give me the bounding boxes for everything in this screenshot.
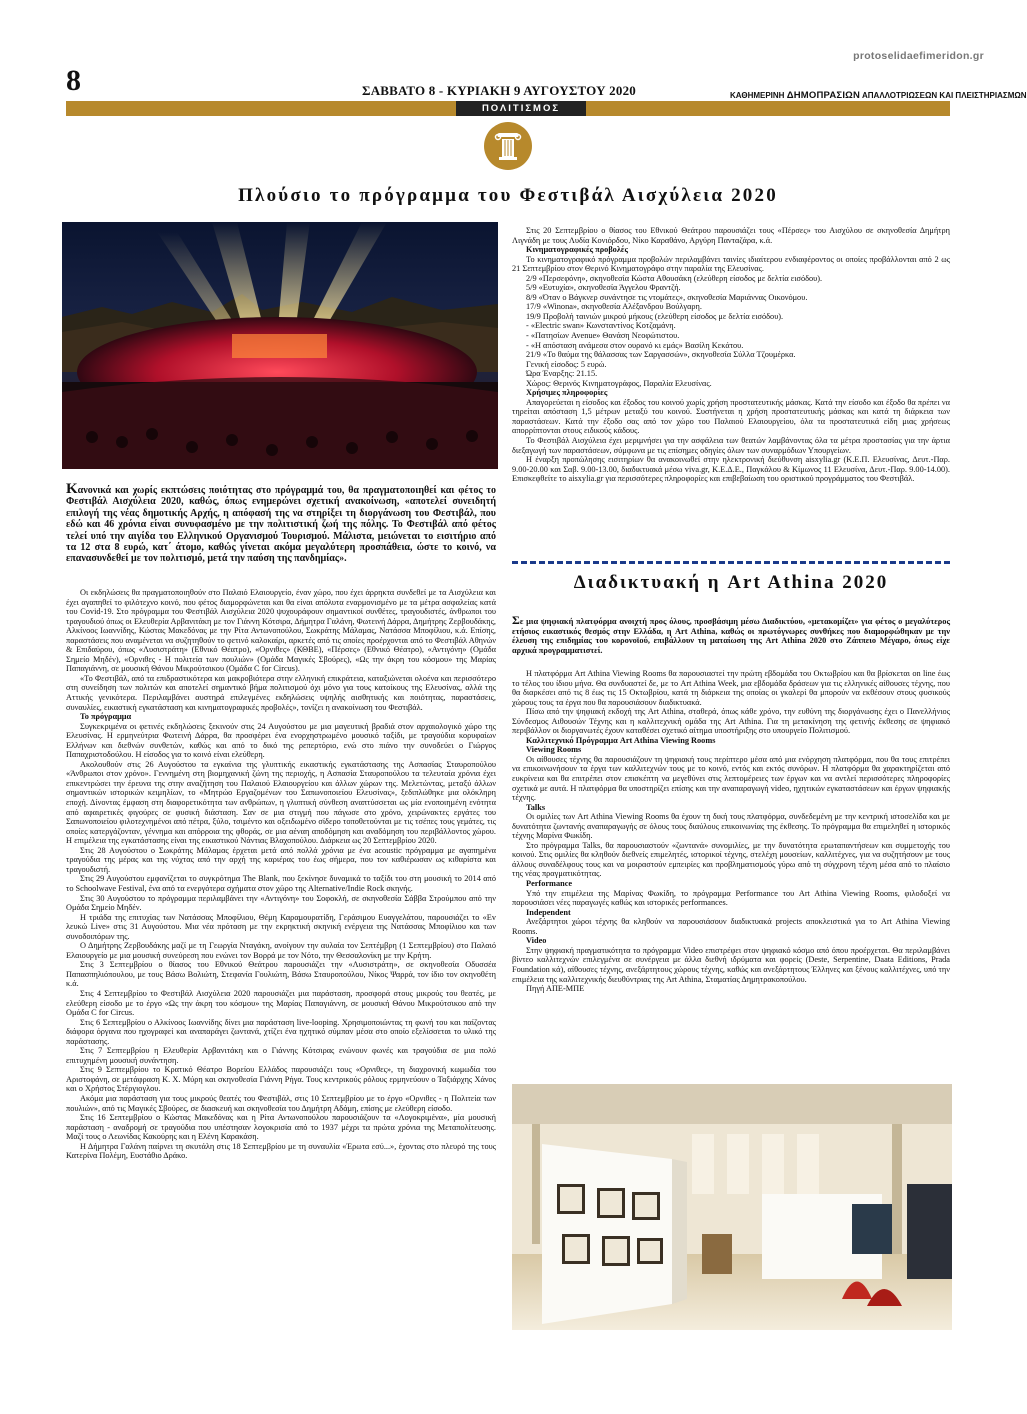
paragraph: Στο πρόγραμμα Talks, θα παρουσιαστούν «ζωντανά» συνομιλίες, με την δυνατότητα ερωταπαντήσεων και συμμετοχής του κοινού. Στις ομιλίες θα κληθούν διεθνείς επιμελητές, ιστορικοί τέχνης, στελέχη μουσείων, καλλιτέχνες, για να συζητήσουν με τους άλλους συναδέλφους τους και να μοιραστούν εμπειρίες και προβληματισμούς γύρω από τη σύγχρονη τέχνη μέσα από το πλαίσιο της νέας πραγματικότητας.: [512, 840, 950, 879]
paragraph: - «Πατησίων Avenue» Θανάση Νεοφώτιστου.: [526, 331, 680, 341]
page-number: 8: [66, 64, 81, 97]
section-label: ΠΟΛΙΤΙΣΜΟΣ: [456, 101, 586, 116]
subhead: Independent: [526, 907, 571, 917]
subhead: Χρήσιμες πληροφορίες: [526, 388, 608, 398]
column-art-athina: [512, 669, 950, 1079]
subhead: Κινηματογραφικές προβολές: [526, 245, 628, 255]
paragraph: Στις 9 Σεπτεμβρίου το Κρατικό Θέατρο Βορείου Ελλάδος παρουσιάζει τους «Ορνιθες», τη διαχρονική κωμωδία του Αριστοφάνη, σε μετάφραση Κ. Χ. Μύρη και σκηνοθεσία Γιάννη Ρήγα. Τους κεντρικούς ρόλους ερμηνεύουν ο Ταξιάρχης Χάνος και ο Χρήστος Στέργιογλου.: [66, 1065, 496, 1094]
paragraph: Ανεξάρτητοι χώροι τέχνης θα κληθούν να παρουσιάσουν διαδικτυακά projects αποκλειστικά για το Art Athina Viewing Rooms.: [512, 917, 950, 936]
lead-text: ανονικά και χωρίς εκπτώσεις ποιότητας στο πρόγραμμά του, θα πραγματοποιηθεί και φέτος το Φεστιβάλ Αισχύλεια 2020, καθώς, όπως ενημερώνει σχετική ανακοίνωση, «αποτελεί συνειδητή επιλογή της νέας δημοτικής Αρχής, η απόφασή της να στηρίξει τη διοργάνωση του Φεστιβάλ, που εδώ και 46 χρόνια είναι συνυφασμένο με την πολιτιστική ζωή της πόλης. Το Φεστιβάλ από φέτος τελεί υπό την αιγίδα του Ελληνικού Οργανισμού Τουρισμού. Μάλιστα, μειώνεται το εισιτήριο από τα 12 στα 8 ευρώ, κατ΄ άτομο, καθώς γίνεται ακόμα μεγαλύτερη προσπάθεια, ώστε το κοινό, να επανασυνδεθεί με τον πολιτισμό, μετά την παύση της πανδημίας».: [66, 485, 496, 565]
paragraph: 2/9 «Περσεφόνη», σκηνοθεσία Κώστα Αθουσάκη (ελεύθερη είσοδος με δελτία εισόδου).: [526, 273, 823, 283]
paragraph: Οι εκδηλώσεις θα πραγματοποιηθούν στο Παλαιό Ελαιουργείο, έναν χώρο, που έχει άρρηκτα συνδεθεί με τα Αισχύλεια και έχει αγαπηθεί το φιλότεχνο κοινό, που φέτος διαμορφώνεται και θα είναι απόλυτα εναρμονισμένο με τα μέτρα ασφαλείας κατά του Covid-19. Στο πρόγραμμα του Φεστιβάλ Αισχύλεια 2020 ψυχουράφουν σημαντικοί συνθέτες, τραγουδιστές, άνθρωποι του τραγουδιού όπως οι Ελευθερία Αρβανιτάκη με τον Γιάννη Κότσιρα, Δήμητρα Γαλάνη, Φωτεινή Δάρρα, Δημήτρης Ζερβουδάκης, Αλκίνοος Ιωαννίδης, Κώστας Μακεδόνας με την Ρίτα Αντωνοπούλου, Σωκράτης Μάλαμας, Νατάσσα Μποφίλιου, κ.ά. Επίσης, παραστάσεις που αναμένεται να συζητηθούν το φετινό καλοκαίρι, αρκετές από τις οποίες προέρχονται από το Φεστιβάλ Αθηνών & Επιδαύρου, όπως «Λυσιστράτη» (Εθνικό Θέατρο), «Ορνιθες» (ΚΘΒΕ), «Πέρσες» (Εθνικό Θέατρο), «Αντιγόνη» (Ομάδα Σημείο Μηδέν), «Ορνιθες - Η πολιτεία των πουλιών» (Ομάδα Μαγικές Σβούρες), «Ως την άκρη του κόσμου» της Μαρίας Παπαγιάννη, σε μουσική Θάνου Μικρούτσικου (Ομάδα C for Circus).: [66, 588, 496, 674]
lead-art-athina: [512, 613, 950, 655]
paragraph: Η τριάδα της επιτυχίας των Νατάσσας Μποφίλιου, Θέμη Καραμουρατίδη, Γεράσιμου Ευαγγελάτου, παρουσιάζει το «Ev λευκώ Live» στις 31 Αυγούστου. Μια νέα πρόταση με την εκρηκτική σκηνική ενέργεια της Νατάσσας Μποφίλιου και των συνοδοιπόρων της.: [66, 912, 496, 941]
masthead-name: ΔΗΜΟΠΡΑΣΙΩΝ: [786, 90, 861, 101]
paragraph: Στις 16 Σεπτεμβρίου ο Κώστας Μακεδόνας και η Ρίτα Αντωνοπούλου παρουσιάζουν τα «Λογοκριμένα», μία μουσική παράσταση - αναδρομή σε τραγούδια που υπέστησαν λογοκρισία από το 1937 μέχρι τα πρώτα χρόνια της Μεταπολίτευσης. Μαζί τους ο Λεωνίδας Κακούρης και η Ελένη Καρακάση.: [66, 1113, 496, 1142]
subhead: Viewing Rooms: [526, 745, 582, 755]
subhead: Το πρόγραμμα: [80, 712, 132, 722]
column-aischyleia-right: [512, 226, 950, 556]
masthead-small: ΚΑΘΗΜΕΡΙΝΗ: [730, 91, 785, 100]
lead-aischyleia: [66, 481, 496, 565]
paragraph: 21/9 «Το θαύμα της θάλασσας των Σαργασσών», σκηνοθεσία Σύλλα Τζουμέρκα.: [526, 350, 796, 360]
subhead: Performance: [526, 879, 573, 889]
subhead: Talks: [526, 802, 546, 812]
paragraph: Πηγή ΑΠΕ-ΜΠΕ: [526, 984, 585, 994]
paragraph: Συγκεκριμένα οι φετινές εκδηλώσεις ξεκινούν στις 24 Αυγούστου με μια μαγευτική βραδιά στον αρχαιολογικό χώρο της Ελευσίνας. Η ερμηνεύτρια Φωτεινή Δάρρα, θα προσφέρει ένα ενορχηστρωμένο μουσικό ταξίδι, με τραγούδια κορυφαίων Ελλήνων και διεθνών συνθετών, καθώς και από το δικό της ρεπερτόριο, ενώ στο πιάνο την συνοδεύει ο Γιώργος Παπαχριστοδούλου. Η είσοδος για το κοινό είναι ελεύθερη.: [66, 721, 496, 760]
article-divider: [512, 561, 950, 564]
paragraph: Το Φεστιβάλ Αισχύλεια έχει μεριμνήσει για την ασφάλεια των θεατών λαμβάνοντας όλα τα μέτρα προστασίας για την άρτια διεξαγωγή των παραστάσεων, σύμφωνα με τις επίσημες οδηγίες όλων των συναρμόδιων Υπουργείων.: [512, 436, 950, 455]
paragraph: Στις 28 Αυγούστου ο Σωκράτης Μάλαμας έρχεται μετά από πολλά χρόνια με ένα acoustic πρόγραμμα με αγαπημένα τραγούδια της μέρας και της νύχτας από την αρχή της καριέρας του έως σήμερα, που τον καθιέρωσαν ως κιθαρίστα και τραγουδιστή.: [66, 845, 496, 874]
paragraph: Στις 30 Αυγούστου το πρόγραμμα περιλαμβάνει την «Αντιγόνη» του Σοφοκλή, σε σκηνοθεσία Σάββα Στρούμπου από την Ομάδα Σημείο Μηδέν.: [66, 893, 496, 913]
paragraph: 19/9 Προβολή ταινιών μικρού μήκους (ελεύθερη είσοδος με δελτία εισόδου).: [526, 311, 784, 321]
paragraph: Το κινηματογραφικό πρόγραμμα προβολών περιλαμβάνει ταινίες ιδιαίτερου ενδιαφέροντος οι οποίες προβάλλονται από 2 ως 21 Σεπτεμβρίου στον Θερινό Κινηματογράφο στην παραλία της Ελευσίνας.: [512, 254, 950, 274]
paragraph: Η έναρξη προπώλησης εισιτηρίων θα ανακοινωθεί στην ηλεκτρονική διεύθυνση aisxylia.gr (Κ.Ε.Π. Ελευσίνας, Δευτ.-Παρ. 9.00-20.00 και Σαβ. 9.00-13.00, διαδικτυακά μέσω viva.gr, Κ.Ε.Δ.Ε., Παγκάλου & Κίμωνος 11 Ελευσίνα, Δευτ.-Παρ. 9.00-14.00). Επισκεφθείτε το aisxylia.gr για περισσότερες πληροφορίες και επιβεβαίωση του οριστικού προγράμματος του Φεστιβάλ.: [512, 455, 950, 484]
lead-drop-cap: Κ: [66, 481, 78, 497]
paragraph: Γενική είσοδος: 5 ευρώ.: [526, 359, 607, 369]
paragraph: Οι ομιλίες των Art Athina Viewing Rooms θα έχουν τη δική τους πλατφόρμα, συνδεδεμένη με την κεντρική ιστοσελίδα και με δυνατότητα ζωντανής αναπαραγωγής σε όλους τους διαύλους επικοινωνίας της έκθεσης. Το πρόγραμμα θα επιμεληθεί η ιστορικός τέχνης Μαρίνα Φωκίδη.: [512, 812, 950, 841]
paragraph: Υπό την επιμέλεια της Μαρίνας Φωκίδη, το πρόγραμμα Performance του Art Athina Viewing Rooms, φιλοδοξεί να παρουσιάσει νέες παραγωγές καθώς και ιστορικές performances.: [512, 888, 950, 908]
subhead: Video: [526, 936, 547, 946]
paragraph: Στις 3 Σεπτεμβρίου ο θίασος του Εθνικού Θεάτρου παρουσιάζει την «Λυσιστράτη», σε σκηνοθεσία Οδυσσέα Παπασπηλιόπουλου, με τους Βάσω Βολιώτη, Στεφανία Γουλιώτη, Βάσω Σταυροπούλου, Νίκος Ψαρρά, τον ίδιο τον σκηνοθέτη κ.ά.: [66, 960, 496, 989]
dateline: ΣΑΒΒΑΤΟ 8 - ΚΥΡΙΑΚΗ 9 ΑΥΓΟΥΣΤΟΥ 2020: [362, 83, 636, 98]
paragraph: 17/9 «Winona», σκηνοθεσία Αλέξανδρου Βούλγαρη.: [526, 302, 702, 312]
paragraph: Χώρος: Θερινός Κινηματογράφος, Παραλία Ελευσίνας.: [526, 378, 712, 388]
photo-festival-concert: [62, 222, 498, 469]
paragraph: Ακόμα μια παράσταση για τους μικρούς θεατές του Φεστιβάλ, στις 10 Σεπτεμβρίου με το έργο «Ορνιθες - η Πολιτεία των πουλιών», από τις Μαγικές Σβούρες, σε διασκευή και σκηνοθεσία του Δημήτρη Αδάμη, επίσης με ελεύθερη είσοδο.: [66, 1093, 496, 1113]
paragraph: Η Δήμητρα Γαλάνη παίρνει τη σκυτάλη στις 18 Σεπτεμβρίου με τη συναυλία «Έρωτα εσύ...», έχοντας στο πλευρό της τους Κατερίνα Πολέμη, Ευστάθιο Δράκο.: [66, 1141, 496, 1161]
headline-aischyleia: Πλούσιο το πρόγραμμα του Φεστιβάλ Αισχύλεια 2020: [238, 185, 778, 206]
paragraph: Ακολουθούν στις 26 Αυγούστου τα εγκαίνια της γλυπτικής εικαστικής εγκατάστασης της Ασπασίας Σταυροπούλου «Άνθρωποι στον χρόνο». Γεννημένη στη βιομηχανική ζώνη της περιοχής, η Ασπασία Σταυροπούλου τα τελευταία χρόνια έχει επικεντρώσει την έρευνα της στην αναζήτηση του Παλαιού Ελαιουργείου και άλλων χώρων της. Μελετώντας, μεταξύ άλλων σημαντικών ιστορικών κειμηλίων, το «Μητρώο Εργαζομένων του Σαπωνοποιείου Ελευσίνας», ξεδιπλώθηκε μια ολόκληρη εποχή. Δίνοντας έμφαση στη διαφορετικότητα των ανθρώπων, η γλυπτική σύνθεση αναπτύσσεται ως μία ενοποιημένη ενότητα από αφαιρετικές φιγούρες σε φυσική διάσταση. Σαν σε μια στιγμή που πάγωσε στο χρόνο, χειρώνακτες εργάτες του Σαπωνοποιείου φιλοτεχνημένοι από πέτρα, ξύλο, τσιμέντο και οξειδωμένο σίδερο τοποθετούνται με τις τσέπες τους γεμάτες, τις οποίες κατεργάζονταν, γέννημα και απόρροια της φθοράς, σε μια αέναη αποδόμηση και αναδόμηση του περιβάλλοντος χώρου. Η επιμέλεια της εγκατάστασης είναι της εικαστικού Νάντιας Βλαχοπούλου. Διάρκεια ως 20 Σεπτεμβρίου 2020.: [66, 759, 496, 846]
lead2-text: ε μια ψηφιακή πλατφόρμα ανοιχτή προς όλους, προσβάσιμη μέσω Διαδικτύου, «μετακομίζει» για φέτος ο μεγαλύτερος ετήσιος εικαστικός θεσμός στην Ελλάδα, η Art Athina, καθώς οι πρωτόγνωρες συνθήκες που διαμορφώθηκαν με την έλευση της επιδημίας του κορονοϊού, επιβάλλουν τη ματαίωση της Art Athina 2020 στο Ζάππειο Μέγαρο, όπως είχε αρχικά προγραμματιστεί.: [512, 617, 950, 655]
paragraph: «Το Φεστιβάλ, από τα επιδραστικότερα και μακροβιότερα στην ελληνική επικράτεια, καταξιώνεται ολοένα και περισσότερο στη συνείδηση των πολιτών και αποτελεί σημαντικό βήμα πολιτισμού όχι μόνο για τους κατοίκους της Ελευσίνας, αλλά της Αττικής γενικότερα. Περιλαμβάνει αυστηρά επιλεγμένες εκδηλώσεις υψηλής αισθητικής και ποιότητας, παραστάσεις, συναυλίες, εικαστική εγκατάσταση και κινηματογραφικές προβολές», τονίζει η ανακοίνωση του Φεστιβάλ.: [66, 673, 496, 712]
paragraph: Στις 4 Σεπτεμβρίου το Φεστιβάλ Αισχύλεια 2020 παρουσιάζει μια παράσταση, προσφορά στους μικρούς του θεατές, με ελεύθερη είσοδο με το έργο «Ως την άκρη του κόσμου» της Μαρίας Παπαγιάννη, σε μουσική Θάνου Μικρούτσικου από την Ομάδα C for Circus.: [66, 988, 496, 1018]
paragraph: Στις 6 Σεπτεμβρίου ο Αλκίνοος Ιωαννίδης δίνει μια παράσταση live-looping. Χρησιμοποιώντας τη φωνή του και παίζοντας διάφορα όργανα που ηχογραφεί και αναπαράγει ζωντανά, χτίζει ένα ηχητικό σύμπαν μέσα στο οποίο εξελίσσεται το υλικό της παράστασης.: [66, 1017, 496, 1046]
paragraph: Στις 29 Αυγούστου εμφανίζεται το συγκρότημα The Blank, που ξεκίνησε δυναμικά το ταξίδι του στη μουσική το 2014 από το Schoolwave Festival, ένα από τα ενεργότερα σχήματα στον χώρο της Alternative/Indie Rock σκηνής.: [66, 874, 496, 893]
watermark: protoselidaefimeridon.gr: [853, 50, 984, 62]
paragraph: Ώρα Έναρξης: 21.15.: [526, 369, 598, 379]
photo-art-gallery: [512, 1084, 952, 1330]
subhead: Καλλιτεχνικό Πρόγραμμα Art Athina Viewing Rooms: [526, 735, 716, 745]
paragraph: Στις 20 Σεπτεμβρίου ο θίασος του Εθνικού Θεάτρου παρουσιάζει τους «Πέρσες» του Αισχύλου σε σκηνοθεσία Δημήτρη Λιγνάδη με τους Λυδία Κονιόρδου, Νίκο Καραθάνο, Αργύρη Πανταζάρα, κ.ά.: [512, 226, 950, 245]
paragraph: Ο Δημήτρης Ζερβουδάκης μαζί με τη Γεωργία Νταγάκη, ανοίγουν την αυλαία τον Σεπτέμβρη (1 Σεπτεμβρίου) στο Παλαιό Ελαιουργείο με μια μουσική συνεύρεση που ενώνει τον Βορρά με τον Νότο, την Θεσσαλονίκη με την Κρήτη.: [66, 941, 496, 960]
paragraph: - «Η απόσταση ανάμεσα στον ουρανό κι εμάς» Βασίλη Κεκάτου.: [526, 340, 744, 350]
column-logo-icon: [484, 122, 532, 170]
lead2-drop-cap: Σ: [512, 613, 520, 627]
paragraph: Πίσω από την ψηφιακή εκδοχή της Art Athina, σταθερά, όπως κάθε χρόνο, την ευθύνη της διοργάνωσης έχει ο Πανελλήνιος Σύνδεσμος Αιθουσών Τέχνης και η καλλιτεχνική ομάδα της Art Athina. Για τη μετακίνηση της φετινής έκθεσης σε ψηφιακό περιβάλλον οι διοργανωτές έχουν καταθέσει σχετικό αίτημα υποστήριξης στο υπουργείο Πολιτισμού.: [512, 707, 950, 736]
column-aischyleia-left: [66, 588, 496, 1320]
paragraph: 8/9 «Όταν ο Βάγκνερ συνάντησε τις ντομάτες», σκηνοθεσία Μαριάννας Οικονόμου.: [526, 292, 808, 302]
paragraph: Στις 7 Σεπτεμβρίου η Ελευθερία Αρβανιτάκη και ο Γιάννης Κότσιρας ενώνουν φωνές και τραγούδια σε μια πολύ επιτυχημένη μουσική συνάντηση.: [66, 1046, 496, 1065]
section-rule: [66, 101, 950, 116]
paragraph: Η πλατφόρμα Art Athina Viewing Rooms θα παρουσιαστεί την πρώτη εβδομάδα του Οκτωβρίου και θα βρίσκεται on line έως το τέλος του ίδιου μήνα. Θα συνδυαστεί δε, με το Art Athina Week, μια εβδομάδα δράσεων για τις ελληνικές αίθουσες τέχνης, που θα διαρκέσει από τις 8 έως τις 15 Οκτωβρίου, κατά τη διάρκεια της οποίας οι γκαλερί θα μπορούν να εκθέσουν στους φυσικούς χώρους τους τα έργα που θα παρουσιάσουν διαδικτυακά.: [512, 669, 950, 707]
paragraph: 5/9 «Ευτυχία», σκηνοθεσία Άγγελου Φραντζή.: [526, 283, 681, 293]
paragraph: Απαγορεύεται η είσοδος και έξοδος του κοινού χωρίς χρήση προστατευτικής μάσκας. Κατά την είσοδο και έξοδο θα πρέπει να τηρείται απόσταση 1,5 μέτρων μεταξύ του κοινού. Συστήνεται η χρήση προστατευτικής μάσκας και κατά τη διάρκεια των παραστάσεων. Κατά την έξοδο σας από τον χώρο του Παλαιού Ελαιουργείου, όλα τα προστατευτικά είδη μιας χρήσεως απορρίπτονται στους ειδικούς κάδους.: [512, 397, 950, 436]
paragraph: Στην ψηφιακή πραγματικότητα το πρόγραμμα Video επιστρέφει στον ψηφιακό κόσμο από όπου προέρχεται. Θα περιλαμβάνει βίντεο καλλιτεχνών επιλεγμένα σε συνέργεια με άλλα διεθνή ιδρύματα και φορείς (Deste, Serpentine, Daata Editions, Prada Foundation κά), αίθουσες τέχνης, ανεξάρτητους χώρους τέχνης, καθώς και ανεξάρτητους Έλληνες και ξένους καλλιτέχνες, υπό την επιμέλεια της καλλιτεχνικής διευθύντριας της Art Athina, Σταματίας Δημητρακοπούλου.: [512, 945, 950, 984]
masthead-tail: ΑΠΑΛΛΟΤΡΙΩΣΕΩΝ ΚΑΙ ΠΛΕΙΣΤΗΡΙΑΣΜΩΝ: [862, 91, 1027, 100]
paragraph: Οι αίθουσες τέχνης θα παρουσιάζουν τη ψηφιακή τους περίπτερο μέσα από μια ενόρχηση πλατφόρμα, που θα τους επιτρέπει να επικοινωνήσουν τα έργα των καλλιτεχνών τους με το κοινό, εντός και εκτός συνόρων. Η πλατφόρμα θα χαρακτηρίζεται από ευκρίνεια και θα επιτρέπει στον επισκέπτη να μεγεθύνει στις λεπτομέρειες των έργων και να αντλεί περισσότερες πληροφορίες σχετικά με αυτά. Η πλατφόρμα θα υποστηρίζει επίσης και την αναπαραγωγή video, ηχητικών εγκαταστάσεων και έργων ψηφιακής τέχνης.: [512, 754, 950, 803]
paragraph: - «Electric swan» Κωνσταντίνος Κοτζαμάνη.: [526, 321, 676, 331]
headline-art-athina: Διαδικτυακή η Art Athina 2020: [573, 572, 889, 593]
masthead: [730, 90, 1027, 101]
